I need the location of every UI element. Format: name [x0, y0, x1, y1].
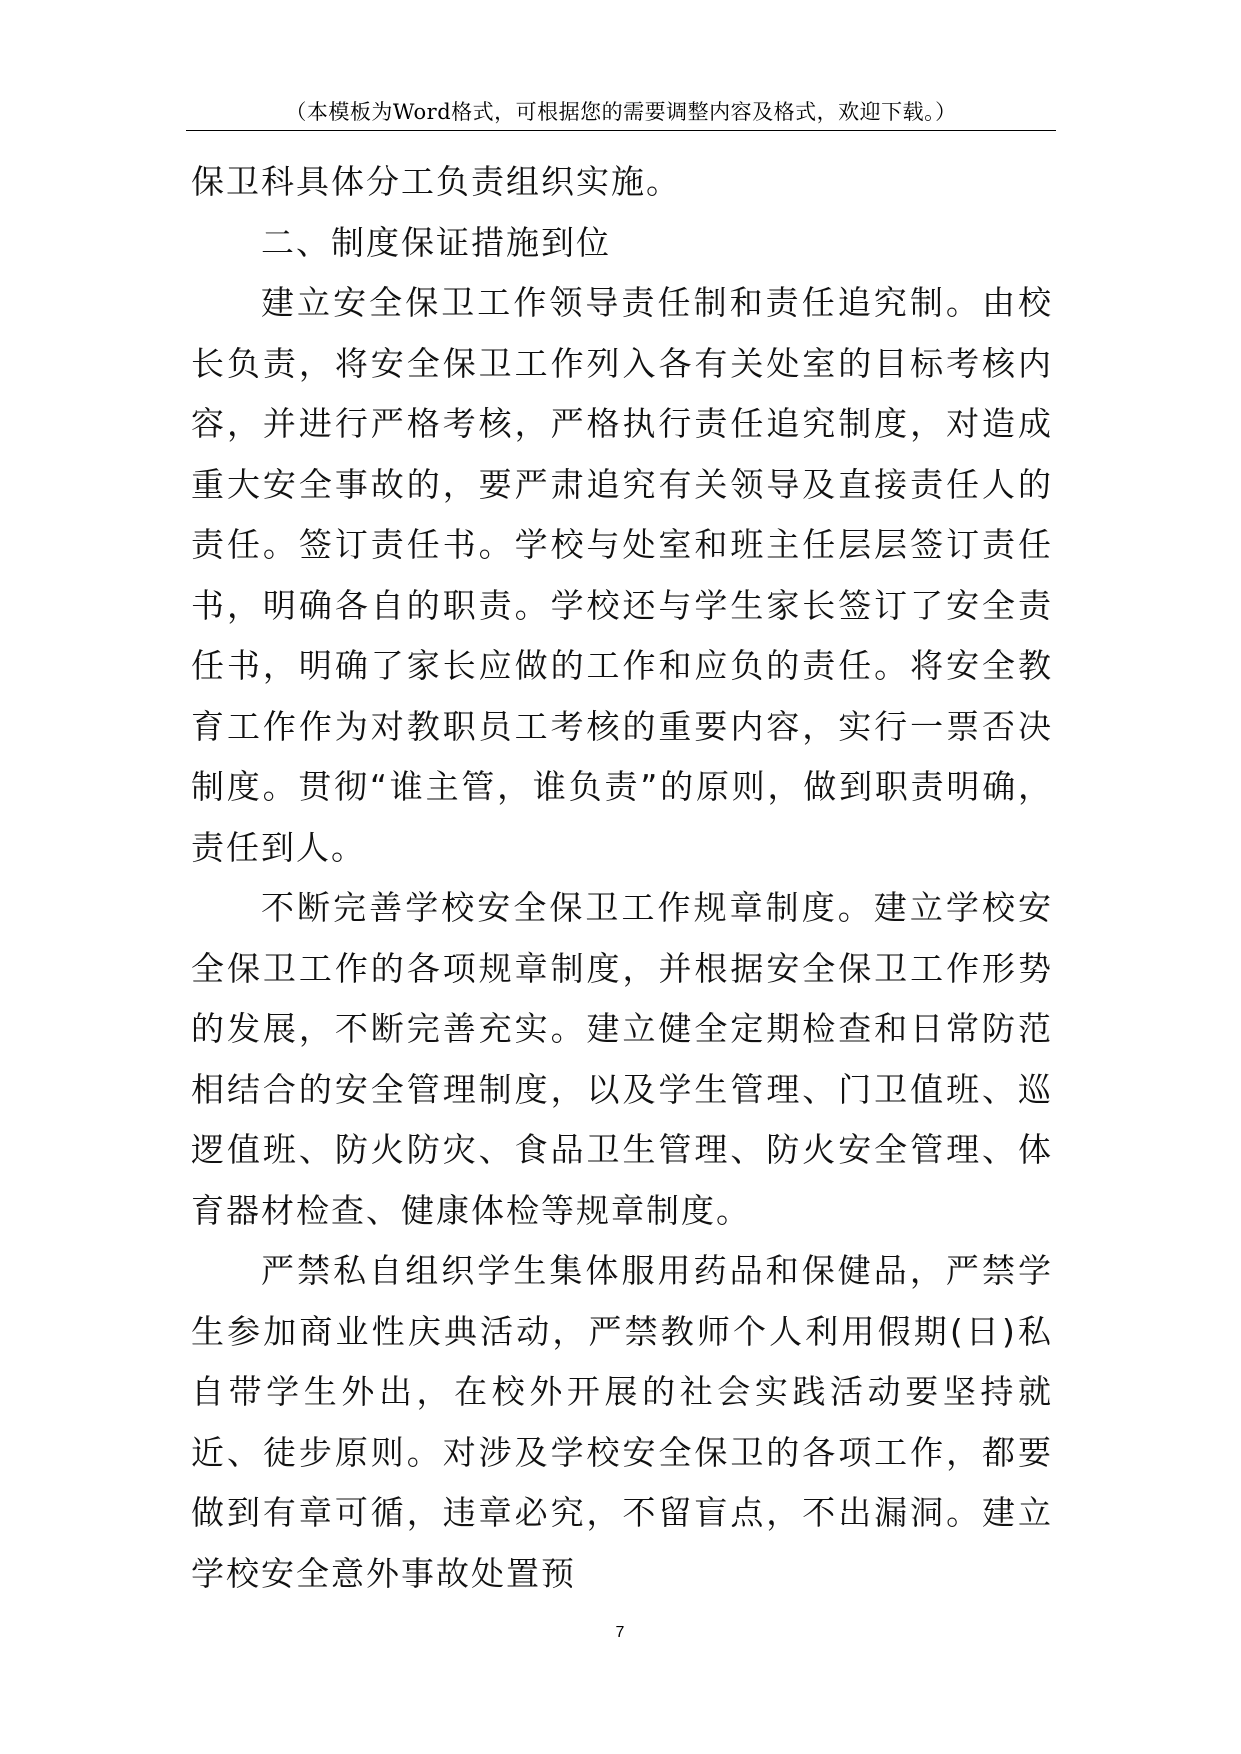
text-line: 校还与学生家长签订了安全责任书，明确了家长应做的工作	[191, 585, 1054, 685]
text-line: 不断完善充实。建立健全定期检查和日常防范相结合的安全	[191, 1009, 1054, 1109]
text-line: 严禁私自组织学生集体服用药品和保健品，严禁学生参	[191, 1251, 1053, 1351]
text-line: 食品卫生管理、防火安全管理、体育器材检查、健康体检等	[191, 1130, 1054, 1230]
paragraph-responsibility-system	[191, 273, 1053, 878]
text-line: 加商业性庆典活动，严禁教师个人利用假期(日)私自带学生	[191, 1311, 1054, 1411]
paragraph-rules-improvement	[191, 878, 1053, 1241]
text-line: 二、制度保证措施到位	[261, 222, 611, 262]
text-line: 学校与处室和班主任层层签订责任书，明确各自的职责。学	[191, 525, 1054, 625]
text-line: 的，要严肃追究有关领导及直接责任人的责任。签订责任书。	[191, 464, 1054, 564]
section-heading	[191, 213, 1053, 274]
header-divider	[186, 130, 1056, 131]
text-line: 卫工作的各项规章制度，并根据安全保卫工作形势的发展，	[191, 948, 1054, 1048]
text-line: 行严格考核，严格执行责任追究制度，对造成重大安全事故	[191, 404, 1054, 504]
paragraph-continuation	[191, 152, 1053, 213]
text-line: 必究，不留盲点，不出漏洞。建立学校安全意外事故处置预	[191, 1493, 1054, 1593]
paragraph-prohibitions	[191, 1241, 1053, 1604]
text-line: 内容，实行一票否决制度。贯彻“谁主管，谁负责”的原则，	[191, 706, 1054, 806]
text-line: 管理制度，以及学生管理、门卫值班、巡逻值班、防火防灾、	[191, 1069, 1054, 1169]
text-line: 规章制度。	[576, 1190, 751, 1230]
text-line: 责，将安全保卫工作列入各有关处室的目标考核内容，并进	[191, 343, 1054, 443]
text-line: 不断完善学校安全保卫工作规章制度。建立学校安全保	[191, 888, 1053, 988]
document-body	[191, 152, 1053, 1604]
text-line: 保卫科具体分工负责组织实施。	[191, 162, 681, 201]
text-line: 和应负的责任。将安全教育工作作为对教职员工考核的重要	[191, 646, 1054, 746]
template-note-header: （本模板为Word格式，可根据您的需要调整内容及格式，欢迎下载。）	[285, 100, 957, 124]
text-line: 做到职责明确，责任到人。	[191, 767, 1053, 867]
text-line: 外出，在校外开展的社会实践活动要坚持就近、徒步原则。	[191, 1372, 1054, 1472]
text-line: 建立安全保卫工作领导责任制和责任追究制。由校长负	[191, 283, 1053, 383]
page-number: 7	[615, 1624, 625, 1641]
text-line: 对涉及学校安全保卫的各项工作，都要做到有章可循，违章	[191, 1432, 1054, 1532]
